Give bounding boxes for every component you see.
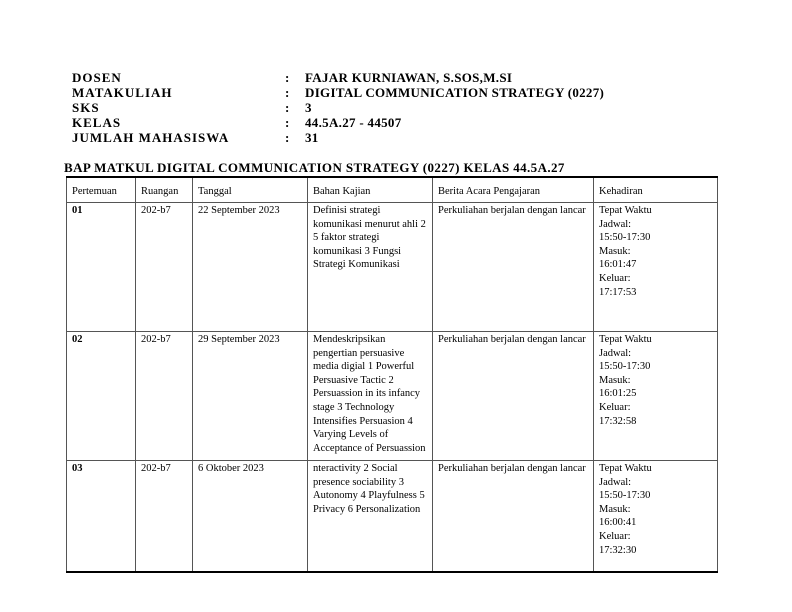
keluar-value: 17:17:53 (599, 286, 637, 298)
jadwal-value: 15:50-17:30 (599, 232, 651, 244)
sks-label: SKS (72, 100, 100, 115)
kehadiran-status: Tepat Waktu (599, 205, 652, 216)
cell-pertemuan: 01 (67, 203, 136, 332)
header-berita-acara: Berita Acara Pengajaran (433, 177, 594, 203)
cell-kehadiran (594, 461, 718, 573)
kelas-label: KELAS (72, 115, 122, 130)
document-title: BAP MATKUL DIGITAL COMMUNICATION STRATEGY (0227) KELAS 44.5A.27 (64, 160, 565, 175)
cell-ruangan: 202-b7 (136, 203, 193, 332)
masuk-label: Masuk: (599, 245, 631, 257)
colon: : (285, 70, 290, 85)
cell-pertemuan: 03 (67, 461, 136, 573)
cell-tanggal: 22 September 2023 (193, 203, 308, 332)
keluar-value: 17:32:58 (599, 415, 637, 427)
jadwal-value: 15:50-17:30 (599, 361, 651, 373)
table-row (67, 461, 718, 573)
cell-kehadiran (594, 203, 718, 332)
bap-table (66, 176, 718, 573)
keluar-label: Keluar: (599, 272, 631, 284)
kehadiran-status: Tepat Waktu (599, 334, 652, 345)
cell-ruangan: 202-b7 (136, 332, 193, 461)
cell-bahan-kajian: Mendeskripsikan pengertian persuasive media digial 1 Powerful Persuasive Tactic 2 Persuassion in its infancy stage 3 Technology Intensifies Persuasion 4 Varying Levels of Acceptance of Persuassion (308, 332, 433, 461)
kelas-value: 44.5A.27 - 44507 (305, 115, 402, 130)
jadwal-value: 15:50-17:30 (599, 490, 651, 502)
kehadiran-status: Tepat Waktu (599, 463, 652, 474)
header-ruangan: Ruangan (136, 177, 193, 203)
keluar-value: 17:32:30 (599, 544, 637, 556)
jadwal-label: Jadwal: (599, 347, 632, 359)
header-pertemuan: Pertemuan (67, 177, 136, 203)
colon: : (285, 130, 290, 145)
masuk-value: 16:00:41 (599, 517, 637, 529)
jadwal-label: Jadwal: (599, 476, 632, 488)
header-tanggal: Tanggal (193, 177, 308, 203)
sks-value: 3 (305, 100, 312, 115)
header-kehadiran: Kehadiran (594, 177, 718, 203)
cell-ruangan: 202-b7 (136, 461, 193, 573)
masuk-value: 16:01:47 (599, 259, 637, 271)
cell-bahan-kajian: Definisi strategi komunikasi menurut ahli 2 5 faktor strategi komunikasi 3 Fungsi Strategi Komunikasi (308, 203, 433, 332)
jumlah-mahasiswa-value: 31 (305, 130, 319, 145)
cell-kehadiran (594, 332, 718, 461)
dosen-value: FAJAR KURNIAWAN, S.SOS,M.SI (305, 70, 513, 85)
masuk-value: 16:01:25 (599, 388, 637, 400)
table-header-row (67, 177, 718, 203)
table-row (67, 203, 718, 332)
cell-bahan-kajian: nteractivity 2 Social presence sociability 3 Autonomy 4 Playfulness 5 Privacy 6 Personalization (308, 461, 433, 573)
cell-tanggal: 6 Oktober 2023 (193, 461, 308, 573)
masuk-label: Masuk: (599, 374, 631, 386)
cell-pertemuan: 02 (67, 332, 136, 461)
jadwal-label: Jadwal: (599, 218, 632, 230)
cell-berita-acara: Perkuliahan berjalan dengan lancar (433, 332, 594, 461)
matakuliah-value: DIGITAL COMMUNICATION STRATEGY (0227) (305, 85, 605, 100)
keluar-label: Keluar: (599, 530, 631, 542)
header-bahan-kajian: Bahan Kajian (308, 177, 433, 203)
masuk-label: Masuk: (599, 503, 631, 515)
table-row (67, 332, 718, 461)
colon: : (285, 115, 290, 130)
jumlah-mahasiswa-label: JUMLAH MAHASISWA (72, 130, 230, 145)
keluar-label: Keluar: (599, 401, 631, 413)
matakuliah-label: MATAKULIAH (72, 85, 173, 100)
cell-berita-acara: Perkuliahan berjalan dengan lancar (433, 203, 594, 332)
cell-berita-acara: Perkuliahan berjalan dengan lancar (433, 461, 594, 573)
colon: : (285, 85, 290, 100)
cell-tanggal: 29 September 2023 (193, 332, 308, 461)
dosen-label: DOSEN (72, 70, 122, 85)
colon: : (285, 100, 290, 115)
